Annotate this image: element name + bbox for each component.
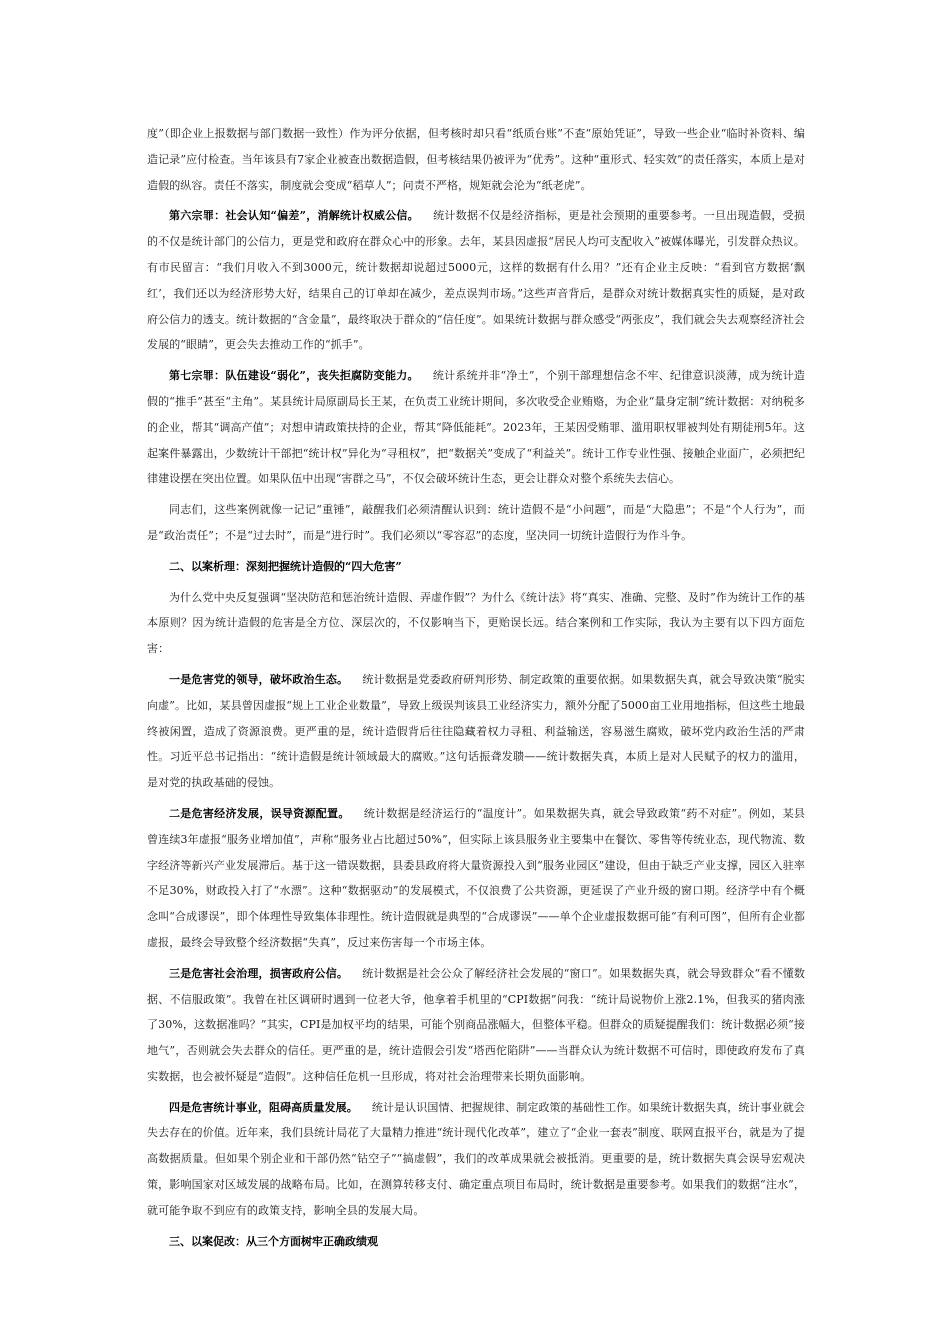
paragraph-text: 统计数据是经济运行的“温度计”。如果数据失真，就会导致政策“药不对症”。例如，某县曾连续3年虚报“服务业增加值”，声称“服务业占比超过50%”，但实际上该县服务业主要集中在餐饮、零售等传统业态，现代物流、数字经济等新兴产业发展滞后。基于这一错误数据，县委县政府将大量资源投入到“服务业园区”建设，但由于缺乏产业支撑，园区入驻率不足30%，财政投入打了“水漂”。这种“数据驱动”的发展模式，不仅浪费了公共资源，更延误了产业升级的窗口期。经济学中有个概念叫“合成谬误”，即个体理性导致集体非理性。统计造假就是典型的“合成谬误”——单个企业虚报数据可能“有利可图”，但所有企业都虚报，最终会导致整个经济数据“失真”，反过来伤害每一个市场主体。 <box>147 806 805 949</box>
paragraph-continuation <box>147 121 805 198</box>
paragraph-text: 度”（即企业上报数据与部门数据一致性）作为评分依据，但考核时却只看“纸质台账”不查“原始凭证”，导致一些企业“临时补资料、编造记录”应付检查。当年该县有7家企业被查出数据造假，但考核结果仍被评为“优秀”。这种“重形式、轻实效”的责任落实，本质上是对造假的纵容。责任不落实，制度就会变成“稻草人”；问责不严格，规矩就会沦为“纸老虎”。 <box>147 127 805 192</box>
paragraph-text: 同志们，这些案例就像一记记“重锤”，敲醒我们必须清醒认识到：统计造假不是“小问题”，而是“大隐患”；不是“个人行为”，而是“政治责任”；不是“过去时”，而是“进行时”。我们必须以“零容忍”的态度，坚决同一切统计造假行为作斗争。 <box>147 503 805 542</box>
paragraph-lead: 一是危害党的领导，破坏政治生态。 <box>169 672 349 686</box>
paragraph-text: 统计数据是社会公众了解经济社会发展的“窗口”。如果数据失真，就会导致群众“看不懂数据、不信服政策”。我曾在社区调研时遇到一位老大爷，他拿着手机里的“CPI数据”问我：“统计局说物价上涨2.1%，但我买的猪肉涨了30%，这数据准吗？”其实，CPI是加权平均的结果，可能个别商品涨幅大，但整体平稳。但群众的质疑提醒我们：统计数据必须“接地气”，否则就会失去群众的信任。更严重的是，统计造假会引发“塔西佗陷阱”——当群众认为统计数据不可信时，即使政府发布了真实数据，也会被怀疑是“造假”。这种信任危机一旦形成，将对社会治理带来长期负面影响。 <box>147 966 805 1083</box>
paragraph-lead: 四是危害统计事业，阻碍高质量发展。 <box>169 1100 358 1114</box>
paragraph-text: 统计数据不仅是经济指标，更是社会预期的重要参考。一旦出现造假，受损的不仅是统计部门的公信力，更是党和政府在群众心中的形象。去年，某县因虚报“居民人均可支配收入”被媒体曝光，引发群众热议。有市民留言：“我们月收入不到3000元，统计数据却说超过5000元，这样的数据有什么用？”还有企业主反映：“看到官方数据‘飘红’，我们还以为经济形势大好，结果自己的订单却在减少，差点误判市场。”这些声音背后，是群众对统计数据真实性的质疑，是对政府公信力的透支。统计数据的“含金量”，最终取决于群众的“信任度”。如果统计数据与群众感受“两张皮”，我们就会失去观察经济社会发展的“眼睛”，更会失去推动工作的“抓手”。 <box>147 209 805 352</box>
paragraph-sixth-sin <box>147 203 805 358</box>
paragraph-text: 统计数据是党委政府研判形势、制定政策的重要依据。如果数据失真，就会导致决策“脱实向虚”。比如，某县曾因虚报“规上工业企业数量”，导致上级误判该县工业经济实力，额外分配了5000亩工业用地指标，但这些土地最终被闲置，造成了资源浪费。更严重的是，统计造假背后往往隐藏着权力寻租、利益输送，容易滋生腐败，破坏党内政治生活的严肃性。习近平总书记指出：“统计造假是统计领域最大的腐败。”这句话振聋发聩——统计数据失真，本质上是对人民赋予的权力的滥用，是对党的执政基础的侵蚀。 <box>147 672 805 790</box>
paragraph-section2-intro <box>147 585 805 662</box>
paragraph-text: 统计是认识国情、把握规律、制定政策的基础性工作。如果统计数据失真，统计事业就会失去存在的价值。近年来，我们县统计局花了大量精力推进“统计现代化改革”，建立了“企业一套表”制度、联网直报平台，就是为了提高数据质量。但如果个别企业和干部仍然“钻空子”“搞虚假”，我们的改革成果就会被抵消。更重要的是，统计数据失真会误导宏观决策，影响国家对区域发展的战略布局。比如，在测算转移支付、确定重点项目布局时，统计数据是重要参考。如果我们的数据“注水”，就可能争取不到应有的政策支持，影响全县的发展大局。 <box>147 1100 805 1217</box>
document-page <box>147 121 805 1254</box>
paragraph-summary <box>147 497 805 549</box>
paragraph-text: 为什么党中央反复强调“坚决防范和惩治统计造假、弄虚作假”？为什么《统计法》将“真实、准确、完整、及时”作为统计工作的基本原则？因为统计造假的危害是全方位、深层次的，不仅影响当下，更贻误长远。结合案例和工作实际，我认为主要有以下四方面危害： <box>147 590 805 656</box>
paragraph-harm-1 <box>147 667 805 796</box>
paragraph-lead: 第七宗罪：队伍建设“弱化”，丧失拒腐防变能力。 <box>169 369 419 383</box>
paragraph-lead: 第六宗罪：社会认知“偏差”，消解统计权威公信。 <box>169 209 419 223</box>
section-heading-2: 二、以案析理：深刻把握统计造假的“四大危害” <box>169 559 402 573</box>
paragraph-seventh-sin <box>147 363 805 492</box>
section-heading-3: 三、以案促改：从三个方面树牢正确政绩观 <box>169 1234 378 1248</box>
paragraph-lead: 二是危害经济发展，误导资源配置。 <box>169 806 350 820</box>
paragraph-harm-4 <box>147 1095 805 1224</box>
paragraph-harm-2 <box>147 801 805 956</box>
paragraph-harm-3 <box>147 961 805 1090</box>
paragraph-lead: 三是危害社会治理，损害政府公信。 <box>169 966 349 980</box>
paragraph-text: 统计系统并非“净土”，个别干部理想信念不牢、纪律意识淡薄，成为统计造假的“推手”甚至“主角”。某县统计局原副局长王某，在负责工业统计期间，多次收受企业贿赂，为企业“量身定制”统计数据：对纳税多的企业，帮其“调高产值”；对想申请政策扶持的企业，帮其“降低能耗”。2023年，王某因受贿罪、滥用职权罪被判处有期徒刑5年。这起案件暴露出，少数统计干部把“统计权”异化为“寻租权”，把“数据关”变成了“利益关”。统计工作专业性强、接触企业面广，必须把纪律建设摆在突出位置。如果队伍中出现“害群之马”，不仅会破坏统计生态，更会让群众对整个系统失去信心。 <box>147 369 805 486</box>
